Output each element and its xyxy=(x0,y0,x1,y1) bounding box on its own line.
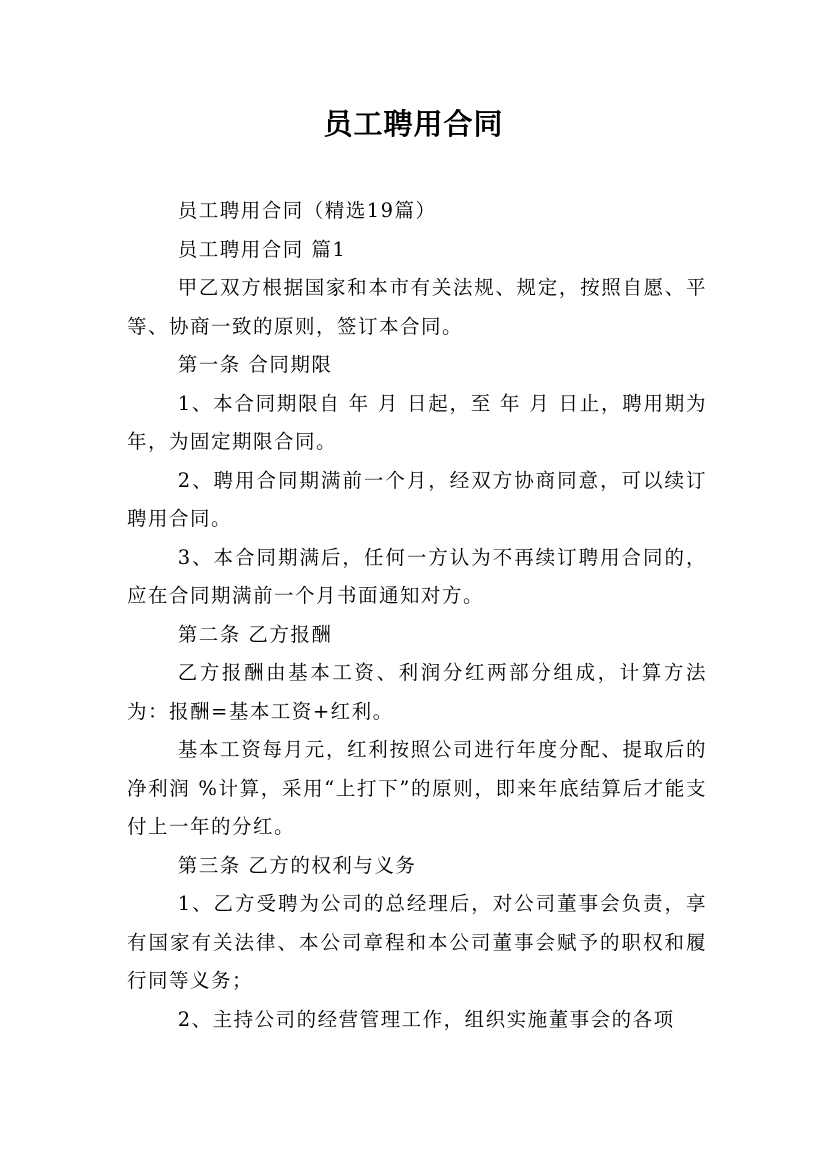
article-heading-2: 第二条 乙方报酬 xyxy=(177,622,333,646)
article-heading-3: 第三条 乙方的权利与义务 xyxy=(177,853,417,877)
clause-1-2: 2、聘用合同期满前一个月，经双方协商同意，可以续订聘用合同。 xyxy=(127,468,707,530)
article-heading-1: 第一条 合同期限 xyxy=(177,353,333,376)
clause-3-2: 2、主持公司的经营管理工作，组织实施董事会的各项 xyxy=(177,1007,675,1031)
document-title: 员工聘用合同 xyxy=(323,107,504,141)
clause-3-1: 1、乙方受聘为公司的总经理后，对公司董事会负责，享有国家有关法律、本公司章程和本公司董事会赋予的职权和履行同等义务； xyxy=(127,892,707,992)
clause-1-1: 1、本合同期限自 年 月 日起，至 年 月 日止，聘用期为 年，为固定期限合同。 xyxy=(127,391,707,453)
clause-1-3: 3、本合同期满后，任何一方认为不再续订聘用合同的，应在合同期满前一个月书面通知对方。 xyxy=(127,545,707,607)
paragraph-intro: 甲乙双方根据国家和本市有关法规、规定，按照自愿、平等、协商一致的原则，签订本合同。 xyxy=(127,276,707,338)
paragraph-subtitle: 员工聘用合同（精选19篇） xyxy=(177,199,437,222)
document-body xyxy=(127,192,707,1039)
clause-2-2: 基本工资每月元，红利按照公司进行年度分配、提取后的净利润 %计算，采用“上打下”的原则，即来年底结算后才能支付上一年的分红。 xyxy=(127,738,707,838)
paragraph-section-heading: 员工聘用合同 篇1 xyxy=(177,237,347,261)
clause-2-1: 乙方报酬由基本工资、利润分红两部分组成，计算方法为：报酬=基本工资+红利。 xyxy=(127,661,707,723)
